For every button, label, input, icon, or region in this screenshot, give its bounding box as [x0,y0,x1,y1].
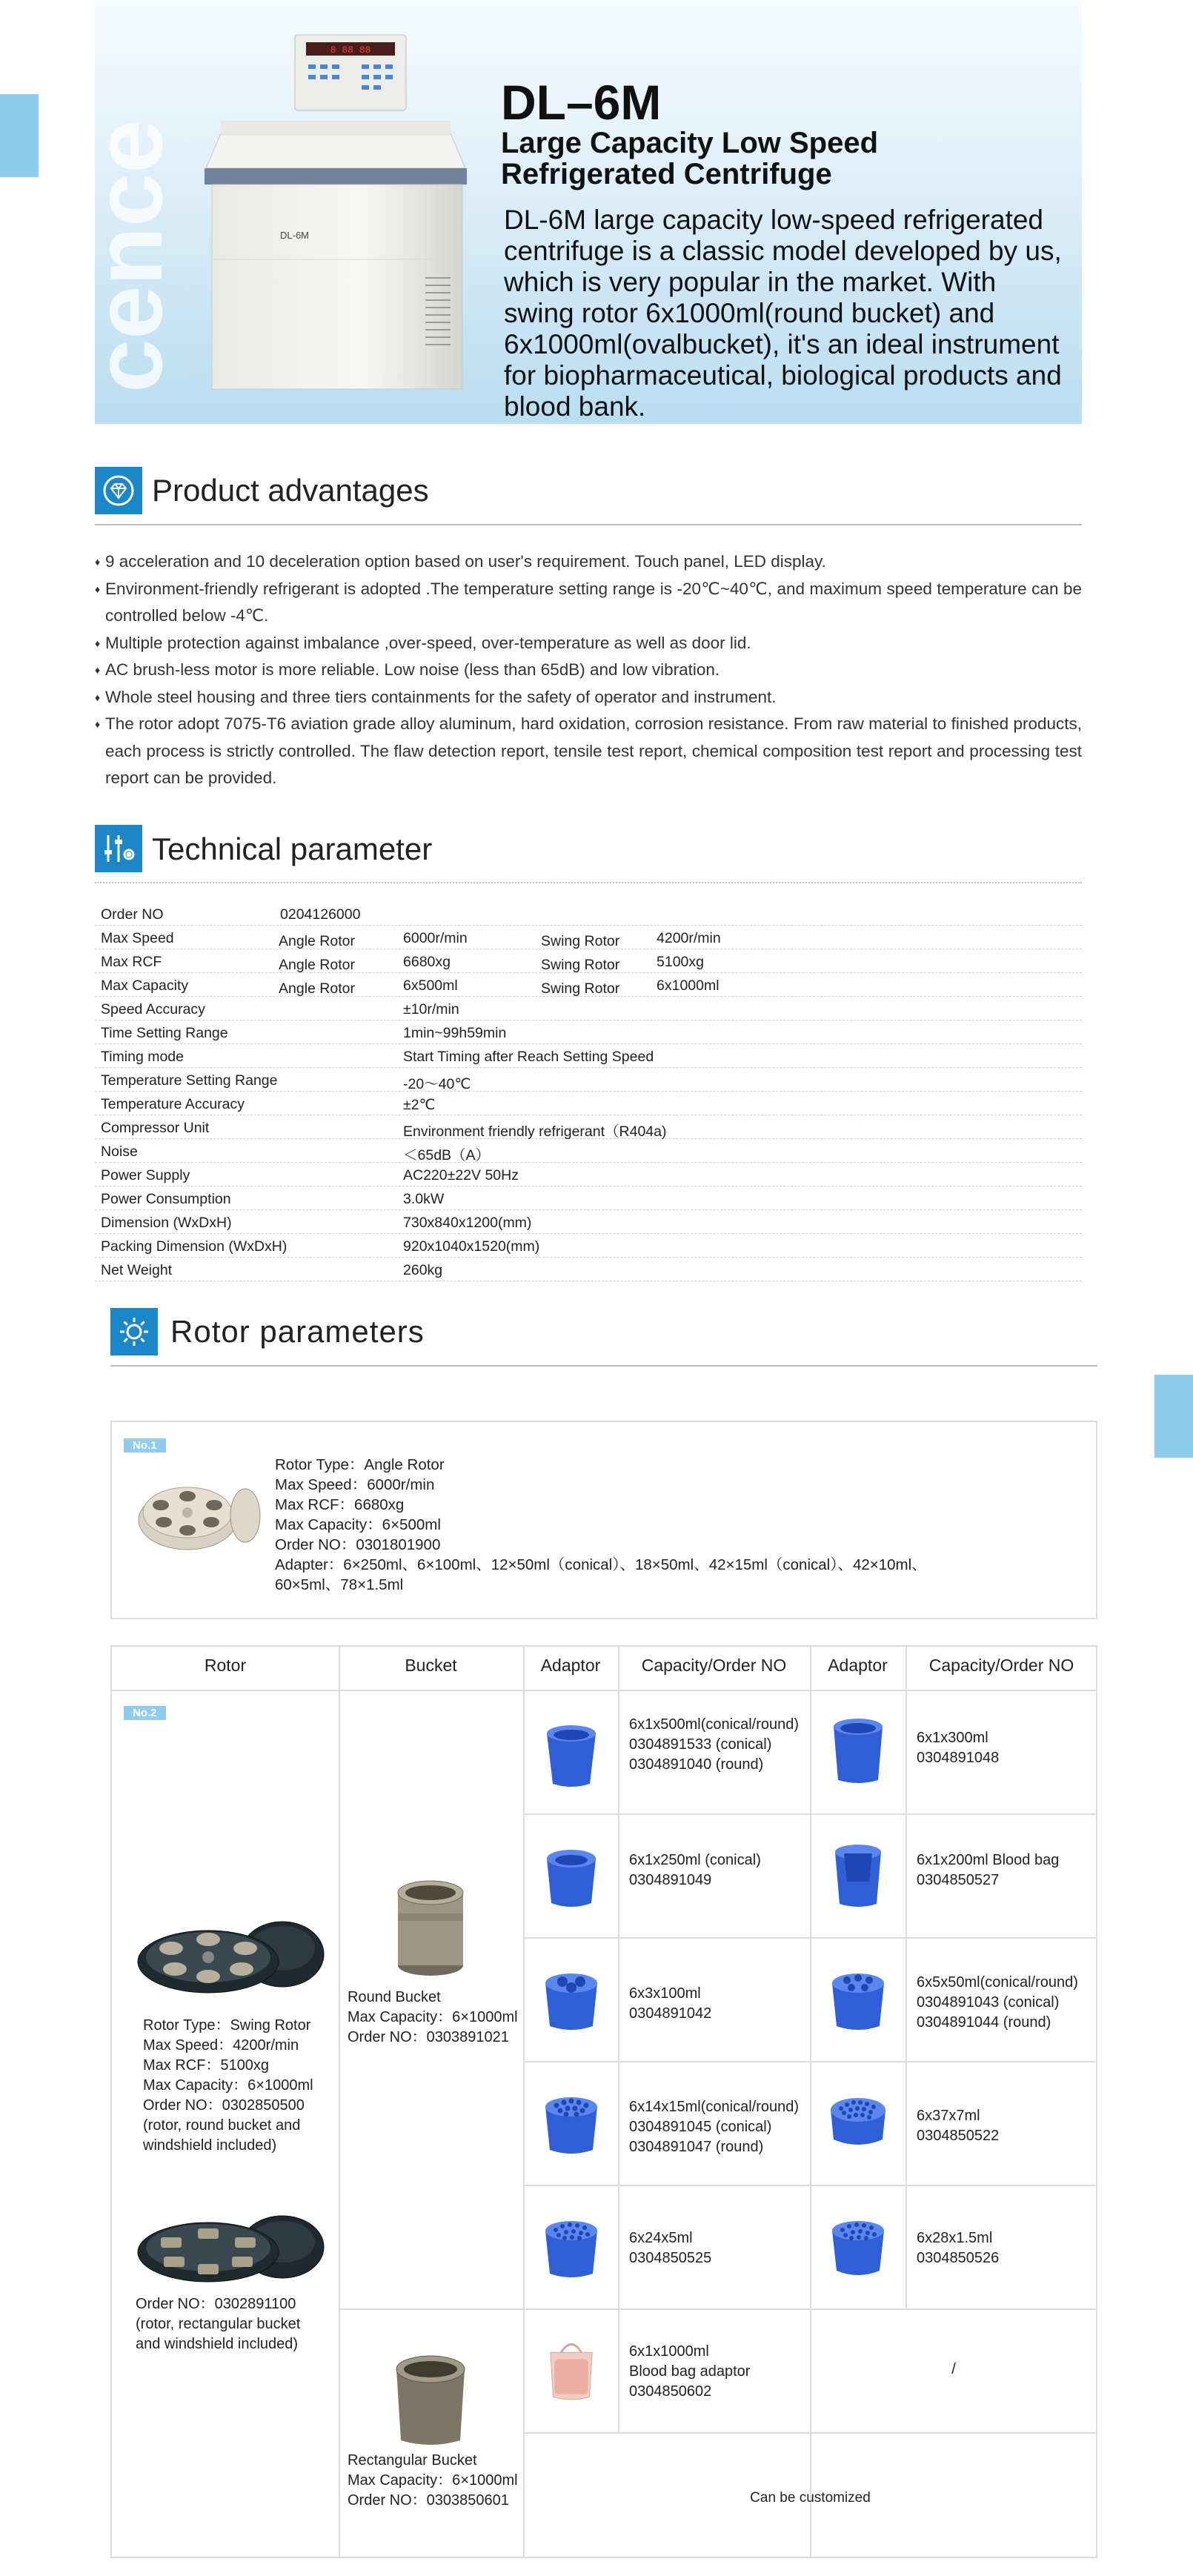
tech-value: 4200r/min [657,930,721,946]
header-rotor: Rotor [204,1656,247,1675]
advantages-divider [95,524,1082,525]
tech-value: 3.0kW [403,1191,445,1207]
header-adaptor: Adaptor [540,1656,601,1675]
adaptor-300ml-icon [825,1713,891,1787]
tech-label: Max RCF [101,954,162,970]
adaptor-15ml-icon [538,2088,605,2162]
tech-row [95,1044,1082,1068]
rotor-card-angle [110,1421,1097,1619]
tech-row [95,1139,1082,1163]
customization-note: Can be customized [750,2490,871,2506]
tech-label: Net Weight [101,1262,173,1278]
advantage-item: ♦ Environment-friendly refrigerant is adopted .The temperature setting range is -20℃~40℃, and maximum speed temperature can be controlled below -4℃. [95,576,1082,630]
swing-rotor-specs: Rotor Type：Swing Rotor Max Speed：4200r/min Max RCF：5100xg Max Capacity：6×1000ml Order NO：0302850500 (rotor, round bucket and windshield included) [143,2017,313,2154]
advantage-item: ♦ Whole steel housing and three tiers containments for the safety of operator and instrument. [95,684,1082,711]
tech-label: Temperature Accuracy [101,1096,245,1112]
tech-rotor-type: Angle Rotor [279,957,355,973]
tech-value: 260kg [403,1262,443,1278]
advantage-item: ♦ 9 acceleration and 10 deceleration option based on user's requirement. Touch panel, LED display. [95,548,1082,576]
tech-label: Order NO [101,906,164,923]
adaptor-capacity: 6x3x100ml 0304891042 [629,1985,712,2022]
tech-row [95,1163,1082,1186]
tech-rotor-type: Swing Rotor [541,957,620,973]
tech-label: Packing Dimension (WxDxH) [101,1238,288,1255]
tech-row [95,1092,1082,1115]
round-bucket-image [386,1869,475,1980]
adaptor-250ml-icon [538,1841,605,1915]
advantage-item: ♦ Multiple protection against imbalance ,over-speed, over-temperature as well as door lid. [95,630,1082,657]
tech-rotor-type: Swing Rotor [541,980,620,997]
tech-label: Power Supply [101,1167,190,1184]
tech-value: 920x1040x1520(mm) [403,1238,540,1255]
header-adaptor: Adaptor [828,1656,888,1675]
adaptor-capacity-empty: / [951,2361,956,2377]
tech-label: Noise [101,1143,138,1160]
adaptor-50ml-icon [825,1964,891,2038]
tech-row [95,902,1082,926]
adaptor-blood-bag-icon [825,1837,891,1911]
display-readout: 8 88 88 [330,44,371,56]
rotor-title: Rotor parameters [170,1314,425,1349]
side-accent-left [0,94,39,177]
advantage-item: ♦ The rotor adopt 7075-T6 aviation grade alloy aluminum, hard oxidation, corrosion resistance. From raw material to finished products, each process is strictly controlled. The flaw detection report, tensile test report, chemical composition test report and processing test report can be provided. [95,711,1082,792]
round-bucket-specs: Round Bucket Max Capacity：6×1000ml Order NO：0303891021 [348,1989,518,2045]
advantage-item: ♦ AC brush-less motor is more reliable. Low noise (less than 65dB) and low vibration. [95,657,1082,684]
rotor-badge: No.1 [124,1438,166,1453]
tech-value: 730x840x1200(mm) [403,1215,532,1231]
side-accent-right [1154,1375,1193,1458]
adaptor-capacity: 6x1x250ml (conical) 0304891049 [629,1852,761,1888]
rectangular-bucket-image [386,2347,475,2451]
technical-title: Technical parameter [152,831,433,866]
angle-rotor-specs: Rotor Type：Angle Rotor Max Speed：6000r/min Max RCF：6680xg Max Capacity：6×500ml Order NO：0301801900 Adapter：6×250ml、6×100ml、12×50ml（conical）、18×50ml、42×15ml（conical）、42×10ml、 60×5ml、78×1.5ml [275,1456,927,1593]
rotor-divider [110,1365,1097,1367]
tech-label: Timing mode [101,1049,184,1065]
tech-rotor-type: Swing Rotor [541,933,620,949]
rectangular-bucket-specs: Rectangular Bucket Max Capacity：6×1000ml Order NO：0303850601 [348,2452,518,2509]
tech-value: ±2℃ [403,1097,436,1113]
tech-value: 6000r/min [403,930,468,946]
tech-row [95,1115,1082,1139]
adaptor-7ml-icon [825,2088,891,2162]
advantages-list [95,548,1082,792]
tech-row [95,1258,1082,1281]
device-label: DL-6M [280,230,310,241]
rotor-badge: No.2 [124,1706,166,1720]
header-capacity: Capacity/Order NO [641,1656,787,1675]
tech-label: Compressor Unit [101,1120,210,1136]
tech-row [95,926,1082,949]
header-bucket: Bucket [405,1656,457,1675]
adaptor-capacity: 6x1x1000ml Blood bag adaptor 0304850602 [629,2343,751,2400]
tech-value: 6x500ml [403,977,458,994]
tech-row [95,1210,1082,1234]
header-capacity: Capacity/Order NO [928,1656,1074,1675]
adaptor-capacity: 6x24x5ml 0304850525 [629,2230,712,2266]
tech-label: Speed Accuracy [101,1001,205,1018]
adaptor-capacity: 6x37x7ml 0304850522 [917,2108,1000,2144]
watermark-text: cence [74,119,182,393]
centrifuge-image [154,26,510,396]
tech-label: Max Speed [101,930,174,946]
tech-row [95,1186,1082,1210]
adaptor-capacity: 6x1x500ml(conical/round) 0304891533 (conical) 0304891040 (round) [629,1716,800,1773]
gear-icon [110,1308,158,1355]
tech-row [95,949,1082,973]
swing-rotor-image [134,1910,327,1999]
tech-rotor-type: Angle Rotor [279,980,355,997]
tech-label: Max Capacity [101,977,189,994]
tech-value: 6680xg [403,954,451,970]
sliders-icon [95,825,142,872]
technical-divider [95,882,1082,883]
tech-label: Dimension (WxDxH) [101,1215,232,1231]
adaptor-500ml-icon [538,1717,605,1791]
tech-label: Power Consumption [101,1191,231,1207]
tech-value: ＜65dB（A） [403,1147,491,1163]
tech-row [95,1234,1082,1258]
tech-value: 0204126000 [280,906,361,923]
swing-rotor-rect-specs: Order NO：0302891100 (rotor, rectangular bucket and windshield included) [136,2296,301,2352]
tech-row [95,1068,1082,1092]
tech-value: 1min~99h59min [403,1025,507,1041]
advantages-title: Product advantages [152,473,429,508]
model-title: DL–6M [501,75,662,130]
tech-value: -20～40℃ [403,1076,471,1092]
adaptor-capacity: 6x5x50ml(conical/round) 0304891043 (conical) 0304891044 (round) [917,1974,1078,2031]
tech-value: ±10r/min [403,1001,459,1018]
adaptor-1-5ml-icon [825,2211,891,2285]
swing-rotor-rect-image [134,2206,327,2288]
tech-value: 5100xg [657,954,704,970]
adaptor-capacity: 6x1x300ml 0304891048 [917,1730,1000,1766]
tech-row [95,997,1082,1020]
blood-bag-adaptor-icon [538,2332,605,2406]
angle-rotor-image [134,1467,264,1556]
adaptor-5ml-icon [538,2211,605,2285]
tech-value: Environment friendly refrigerant（R404a) [403,1123,667,1140]
tech-row [95,1020,1082,1044]
diamond-icon [95,467,142,514]
swing-rotor-table [110,1645,1097,2558]
adaptor-100ml-icon [538,1964,605,2038]
adaptor-capacity: 6x28x1.5ml 0304850526 [917,2230,1000,2266]
technical-table [95,902,1082,1281]
tech-row [95,973,1082,997]
product-subtitle: Large Capacity Low Speed Refrigerated Centrifuge [501,127,879,190]
tech-label: Temperature Setting Range [101,1072,278,1089]
hero-banner [74,0,1082,424]
tech-value: Start Timing after Reach Setting Speed [403,1049,654,1065]
tech-label: Time Setting Range [101,1025,228,1041]
tech-value: AC220±22V 50Hz [403,1167,519,1184]
tech-value: 6x1000ml [657,977,720,994]
tech-rotor-type: Angle Rotor [279,933,355,949]
adaptor-capacity: 6x1x200ml Blood bag 0304850527 [917,1852,1060,1888]
product-description: DL-6M large capacity low-speed refrigerated centrifuge is a classic model developed by us, which is very popular in the market. With swing rotor 6x1000ml(round bucket) and 6x1000ml(ovalbucket), it's an ideal instrument for biopharmaceutical, biological products and blood bank. [504,205,1062,422]
adaptor-capacity: 6x14x15ml(conical/round) 0304891045 (conical) 0304891047 (round) [629,2099,800,2155]
